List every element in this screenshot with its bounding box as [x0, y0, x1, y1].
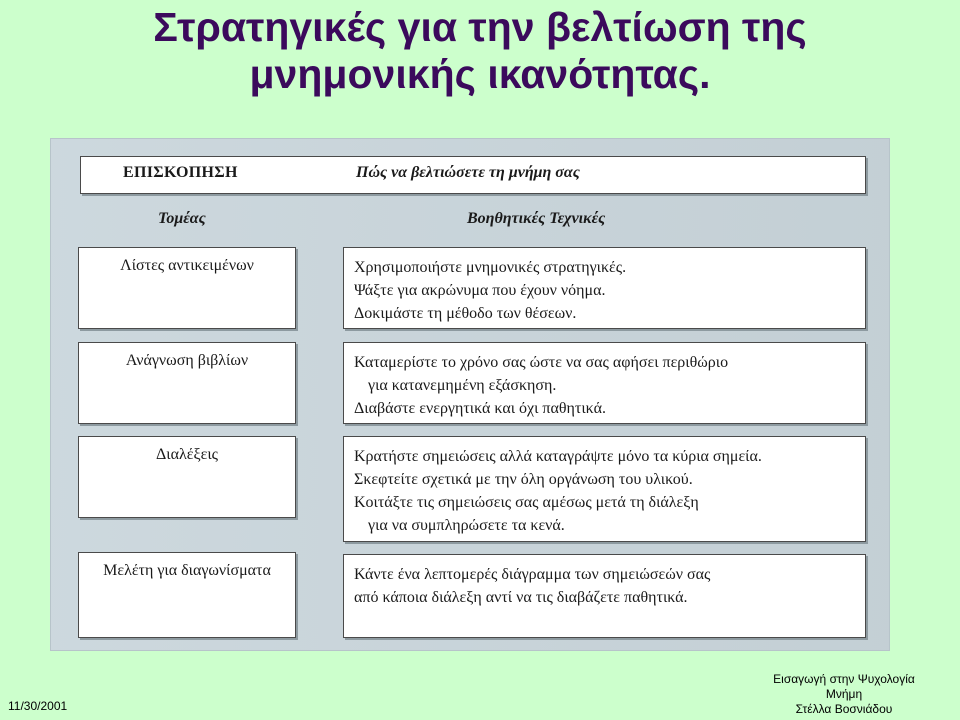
slide-title-line-2: μνημονικής ικανότητας.	[249, 51, 711, 97]
technique-line: για να συμπληρώσετε τα κενά.	[368, 517, 565, 534]
techniques-box-book-reading	[343, 342, 866, 424]
area-box-book-reading	[78, 342, 296, 424]
column-head-techniques: Βοηθητικές Τεχνικές	[467, 210, 606, 227]
area-label: Ανάγνωση βιβλίων	[125, 352, 249, 369]
figure-header-box	[80, 156, 866, 194]
technique-line: Σκεφτείτε σχετικά με την όλη οργάνωση του υλικού.	[354, 471, 693, 488]
area-label: Διαλέξεις	[156, 446, 218, 463]
footer-date: 11/30/2001	[8, 699, 68, 713]
area-box-item-lists	[78, 247, 296, 329]
technique-line: Διαβάστε ενεργητικά και όχι παθητικά.	[354, 400, 606, 417]
figure-header-heading: Πώς να βελτιώσετε τη μνήμη σας	[356, 164, 580, 181]
footer-credits	[754, 672, 934, 717]
technique-line: Κρατήστε σημειώσεις αλλά καταγράψτε μόνο τα κύρια σημεία.	[354, 448, 762, 465]
technique-line: Καταμερίστε το χρόνο σας ώστε να σας αφήσει περιθώριο	[354, 354, 729, 371]
area-box-lectures	[78, 436, 296, 518]
technique-line: Κοιτάξτε τις σημειώσεις σας αμέσως μετά τη διάλεξη	[354, 494, 699, 511]
slide-title	[0, 4, 960, 98]
footer-course: Εισαγωγή στην Ψυχολογία	[773, 672, 915, 686]
technique-line: για κατανεμημένη εξάσκηση.	[368, 377, 557, 394]
technique-line: Ψάξτε για ακρώνυμα που έχουν νόημα.	[354, 282, 606, 299]
footer-topic: Μνήμη	[825, 687, 863, 701]
area-box-exam-study	[78, 552, 296, 638]
area-label: Μελέτη για διαγωνίσματα	[103, 562, 271, 579]
figure-header-overview: ΕΠΙΣΚΟΠΗΣΗ	[123, 164, 238, 181]
technique-line: από κάποια διάλεξη αντί να τις διαβάζετε παθητικά.	[354, 589, 688, 606]
slide-title-line-1: Στρατηγικές για την βελτίωση της	[153, 4, 807, 50]
techniques-box-lectures	[343, 436, 866, 542]
techniques-box-item-lists	[343, 247, 866, 329]
technique-line: Δοκιμάστε τη μέθοδο των θέσεων.	[354, 305, 577, 322]
column-head-area: Τομέας	[158, 210, 206, 227]
technique-line: Κάντε ένα λεπτομερές διάγραμμα των σημειώσεών σας	[354, 566, 711, 583]
memory-strategies-figure	[50, 138, 890, 651]
techniques-box-exam-study	[343, 554, 866, 638]
area-label: Λίστες αντικειμένων	[120, 257, 254, 274]
technique-line: Χρησιμοποιήστε μνημονικές στρατηγικές.	[354, 259, 627, 276]
footer-author: Στέλλα Βοσνιάδου	[795, 702, 893, 716]
